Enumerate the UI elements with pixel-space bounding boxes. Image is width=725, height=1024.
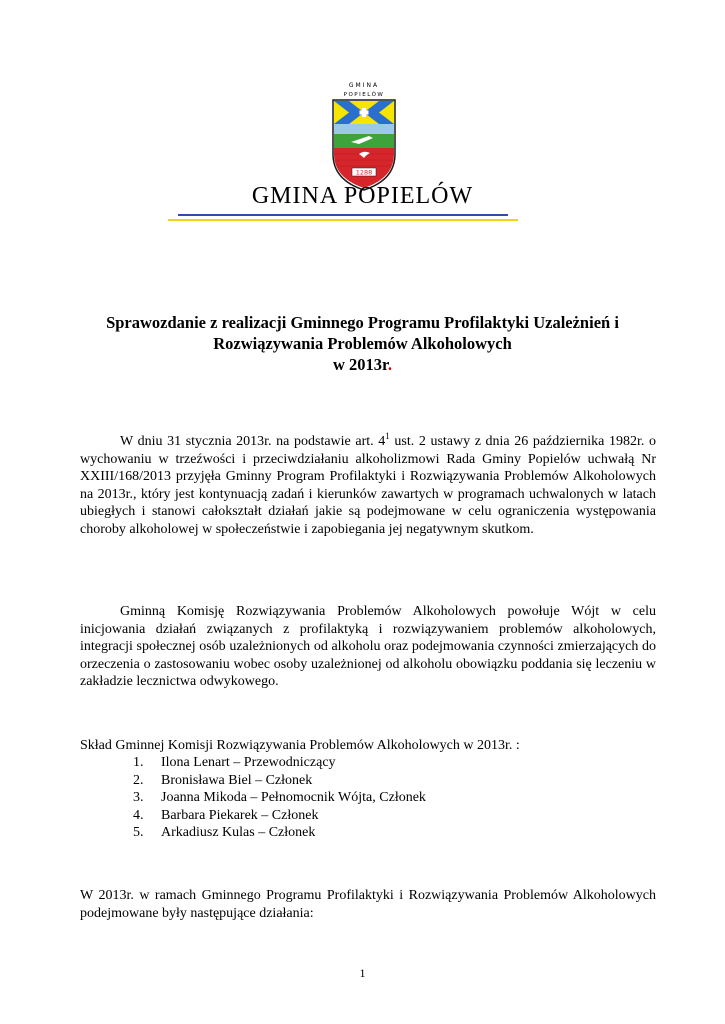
municipality-title: GMINA POPIELÓW — [251, 183, 474, 209]
list-item-number: 1. — [133, 755, 144, 770]
article-superscript: 1 — [385, 431, 390, 441]
list-item-text: Barbara Piekarek – Członek — [161, 807, 319, 823]
paragraph-members-intro: Skład Gminnej Komisji Rozwiązywania Problemów Alkoholowych w 2013r. : — [80, 738, 520, 753]
list-item-number: 4. — [133, 807, 144, 823]
header-rule-yellow — [168, 219, 518, 221]
list-item — [133, 824, 426, 842]
list-item-number: 3. — [133, 790, 144, 806]
paragraph-activities-intro: W 2013r. w ramach Gminnego Programu Profilaktyki i Rozwiązywania Problemów Alkoholowych podejmowane były następujące działania: — [80, 888, 656, 921]
list-item — [133, 789, 426, 807]
header-rule-blue — [178, 214, 508, 216]
report-heading-line-2: Rozwiązywania Problemów Alkoholowych — [213, 334, 512, 353]
paragraph-resolution-text-b: ust. 2 ustawy z dnia 26 października 1982r. o wychowaniu w trzeźwości i przeciwdziałaniu alkoholizmowi Rada Gminy Popielów uchwałą Nr XXIII/168/2013 przyjęła Gminny Program Profilaktyki i Rozwiązywania Problemów Alkoholowych na 2013r., który jest kontynuacją zadań i kierunków zawartych w programach uchwalonych w latach ubiegłych i stanowi całokształt działań jakie są podejmowane w celu ograniczenia występowania choroby alkoholowej w społeczeństwie i zapobiegania jej negatywnym skutkom. — [80, 434, 657, 537]
crest-label-gmina: GMINA — [348, 82, 380, 89]
report-heading-line-1: Sprawozdanie z realizacji Gminnego Programu Profilaktyki Uzależnień i — [106, 313, 619, 332]
list-item-text: Bronisława Biel – Członek — [161, 772, 313, 788]
page-number: 1 — [359, 966, 366, 980]
paragraph-resolution — [80, 433, 656, 539]
list-item — [133, 807, 426, 825]
report-heading-year: w 2013r — [333, 355, 388, 374]
crest-year: 1288 — [355, 168, 373, 177]
list-item — [133, 754, 426, 772]
list-item-text: Joanna Mikoda – Pełnomocnik Wójta, Członek — [161, 790, 426, 806]
report-heading-line-3 — [80, 354, 645, 375]
list-item-text: Ilona Lenart – Przewodniczący — [161, 755, 336, 770]
report-heading-year-dot: . — [387, 355, 392, 374]
list-item-text: Arkadiusz Kulas – Członek — [161, 825, 316, 841]
report-heading — [80, 312, 645, 375]
coat-of-arms — [329, 82, 399, 192]
crest-label-popielow: POPIELÓW — [343, 92, 385, 98]
members-list — [133, 754, 426, 842]
list-item — [133, 772, 426, 790]
list-item-number: 5. — [133, 825, 144, 841]
paragraph-commission: Gminną Komisję Rozwiązywania Problemów Alkoholowych powołuje Wójt w celu inicjowania działań związanych z profilaktyką i rozwiązywaniem problemów alkoholowych, integracji społecznej osób uzależnionych od alkoholu oraz podejmowania czynności zmierzających do orzeczenia o zastosowaniu wobec osoby uzależnionej od alkoholu obowiązku poddania się leczeniu w zakładzie lecznictwa odwykowego. — [80, 604, 656, 690]
list-item-number: 2. — [133, 772, 144, 788]
crest-shield-icon — [329, 82, 399, 192]
paragraph-resolution-text-a: W dniu 31 stycznia 2013r. na podstawie art. 4 — [120, 434, 386, 449]
